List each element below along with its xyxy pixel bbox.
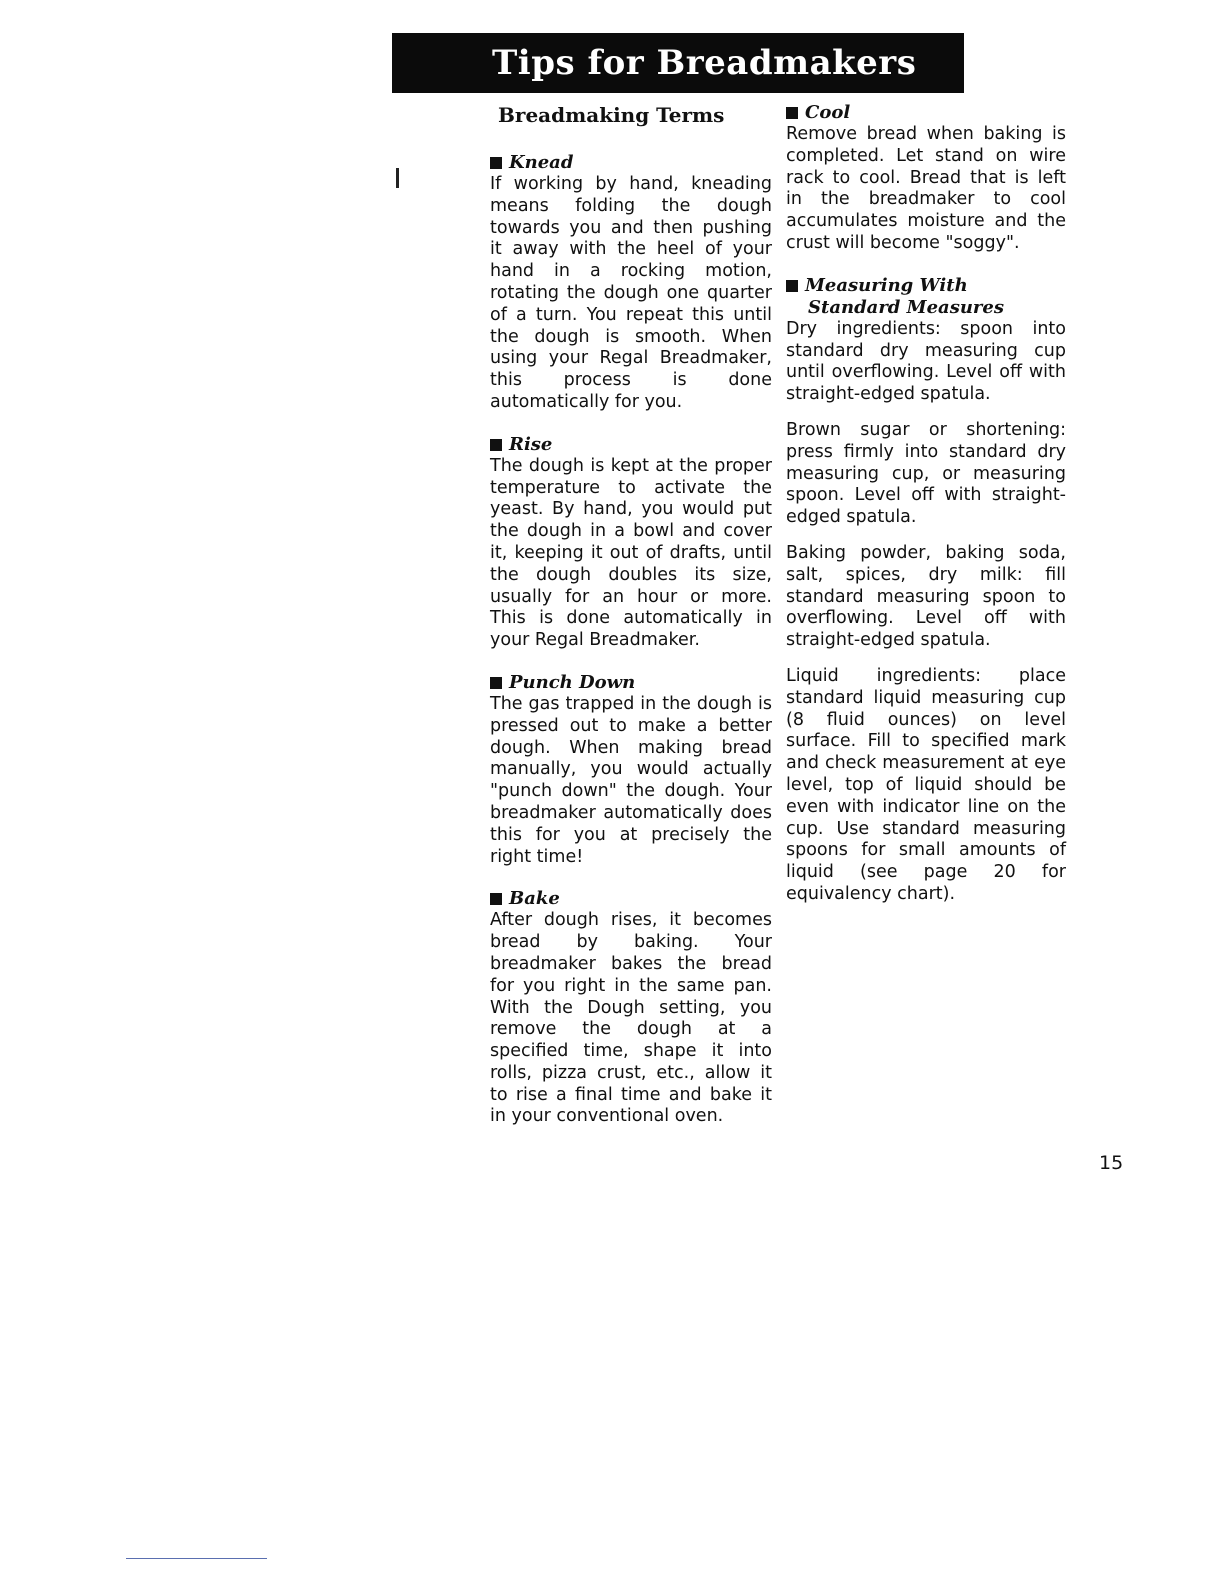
square-bullet-icon [490, 893, 502, 905]
square-bullet-icon [490, 677, 502, 689]
term-bake [490, 888, 772, 1128]
square-bullet-icon [786, 107, 798, 119]
term-heading: Cool [786, 102, 1066, 124]
term-cool [786, 102, 1066, 255]
term-heading [786, 275, 1066, 319]
term-knead [490, 152, 772, 414]
term-heading: Bake [490, 888, 772, 910]
page-title: Tips for Breadmakers [492, 43, 917, 83]
measuring-paragraph: Baking powder, baking soda, salt, spices, dry milk: fill standard measuring spoon to overflowing. Level off with straight-edged spatula. [786, 542, 1066, 651]
term-heading-line1: Measuring With [805, 274, 968, 296]
margin-mark [396, 168, 399, 188]
term-body: The dough is kept at the proper temperature to activate the yeast. By hand, you would put the dough in a bowl and cover it, keeping it out of drafts, until the dough doubles its size, usually for an hour or more. This is done automatically in your Regal Breadmaker. [490, 455, 772, 651]
square-bullet-icon [490, 157, 502, 169]
term-measuring [786, 275, 1066, 906]
term-body: If working by hand, kneading means folding the dough towards you and then pushing it away with the heel of your hand in a rocking motion, rotating the dough one quarter of a turn. You repeat this until the dough is smooth. When using your Regal Breadmaker, this process is done automatically for you. [490, 174, 772, 412]
bottom-rule [126, 1558, 267, 1559]
term-rise [490, 434, 772, 652]
square-bullet-icon [786, 280, 798, 292]
term-body: After dough rises, it becomes bread by baking. Your breadmaker bakes the bread for you right in the same pan. With the Dough setting, you remove the dough at a specified time, shape it into rolls, pizza crust, etc., allow it to rise a final time and bake it in your conventional oven. [490, 910, 772, 1127]
term-punch-down [490, 672, 772, 868]
term-body: The gas trapped in the dough is pressed out to make a better dough. When making bread manually, you would actually "punch down" the dough. Your breadmaker automatically does this for you at precisely the right time! [490, 693, 772, 867]
section-title: Breadmaking Terms [498, 103, 725, 127]
term-heading: Punch Down [490, 672, 772, 694]
measuring-paragraph: Liquid ingredients: place standard liquid measuring cup (8 fluid ounces) on level surface. Fill to specified mark and check measurement at eye level, top of liquid should be even with indicator line on the cup. Use standard measuring spoons for small amounts of liquid (see page 20 for equivalency chart). [786, 665, 1066, 904]
term-heading: Knead [490, 152, 772, 174]
term-heading-line2: Standard Measures [808, 296, 1004, 318]
left-column [490, 102, 772, 1148]
measuring-paragraph: Brown sugar or shortening: press firmly into standard dry measuring cup, or measuring spoon. Level off with straight-edged spatula. [786, 419, 1066, 528]
measuring-paragraph: Dry ingredients: spoon into standard dry measuring cup until overflowing. Level off with straight-edged spatula. [786, 318, 1066, 405]
right-column [786, 102, 1066, 926]
page-title-banner [392, 33, 964, 93]
square-bullet-icon [490, 439, 502, 451]
term-heading: Rise [490, 434, 772, 456]
page-number: 15 [1099, 1152, 1124, 1174]
term-body: Remove bread when baking is completed. Let stand on wire rack to cool. Bread that is left in the breadmaker to cool accumulates moisture and the crust will become "soggy". [786, 124, 1066, 253]
